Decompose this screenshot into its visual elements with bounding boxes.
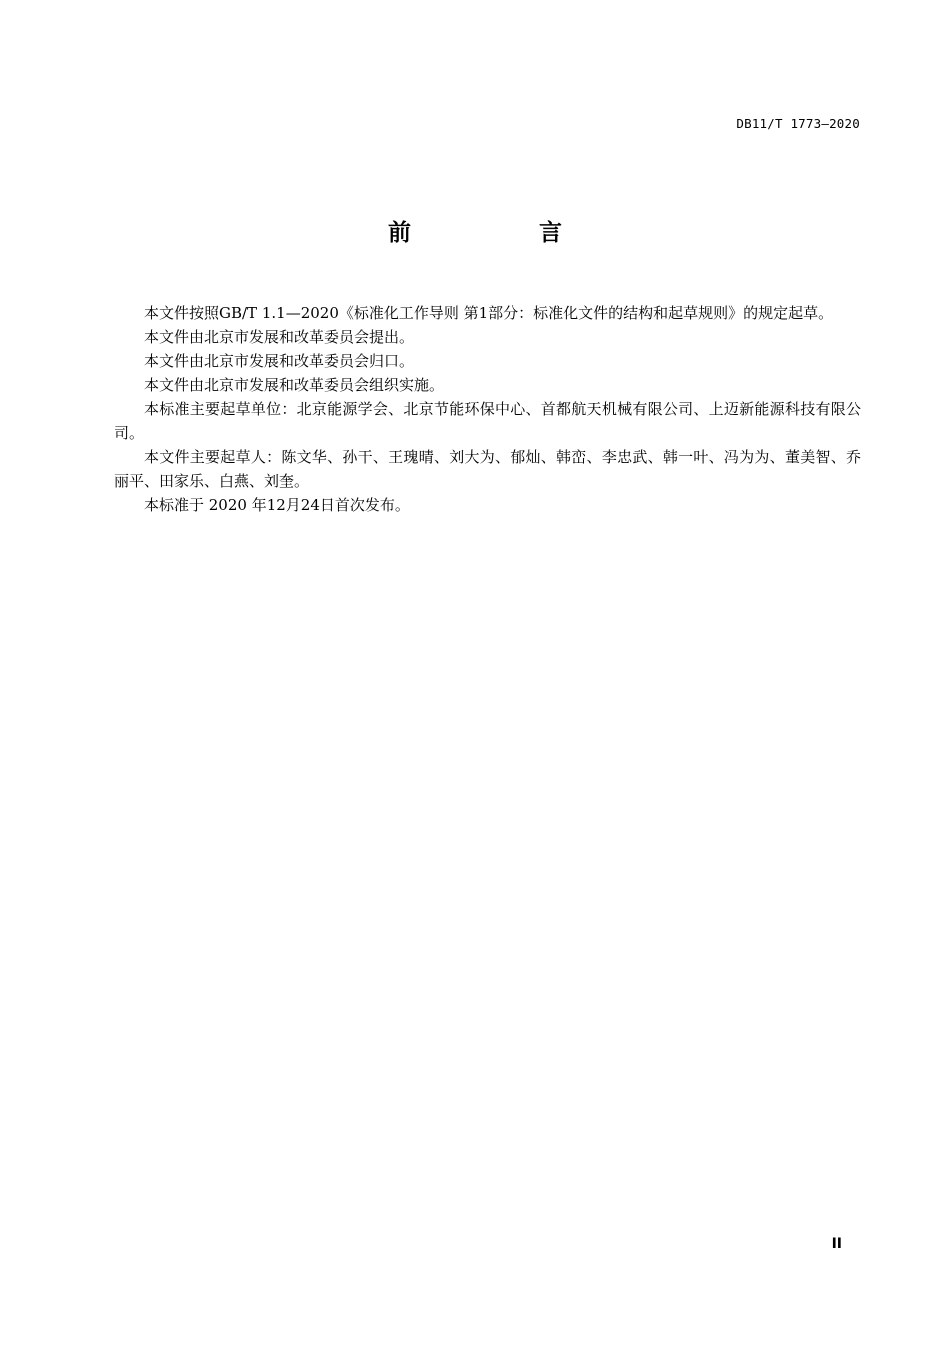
paragraph-drafting-units: 本标准主要起草单位：北京能源学会、北京节能环保中心、首都航天机械有限公司、上迈新能源科技有限公司。 bbox=[114, 400, 861, 442]
foreword-body bbox=[114, 301, 861, 517]
paragraph-drafters: 本文件主要起草人：陈文华、孙干、王瑰晴、刘大为、郁灿、韩峦、李忠武、韩一叶、冯为为、董美智、乔丽平、田家乐、白燕、刘奎。 bbox=[114, 448, 861, 490]
paragraph-proposed-by: 本文件由北京市发展和改革委员会提出。 bbox=[144, 328, 415, 346]
section-title: 前 言 bbox=[387, 220, 622, 246]
paragraph-release-date: 本标准于 2020 年12月24日首次发布。 bbox=[144, 496, 410, 514]
document-code: DB11/T 1773—2020 bbox=[736, 116, 860, 131]
paragraph-standard-basis: 本文件按照GB/T 1.1—2020《标准化工作导则 第1部分：标准化文件的结构和起草规则》的规定起草。 bbox=[144, 304, 834, 322]
paragraph-implemented-by: 本文件由北京市发展和改革委员会组织实施。 bbox=[144, 376, 445, 394]
paragraph-centralized-by: 本文件由北京市发展和改革委员会归口。 bbox=[144, 352, 415, 370]
page-number: II bbox=[831, 1236, 842, 1252]
